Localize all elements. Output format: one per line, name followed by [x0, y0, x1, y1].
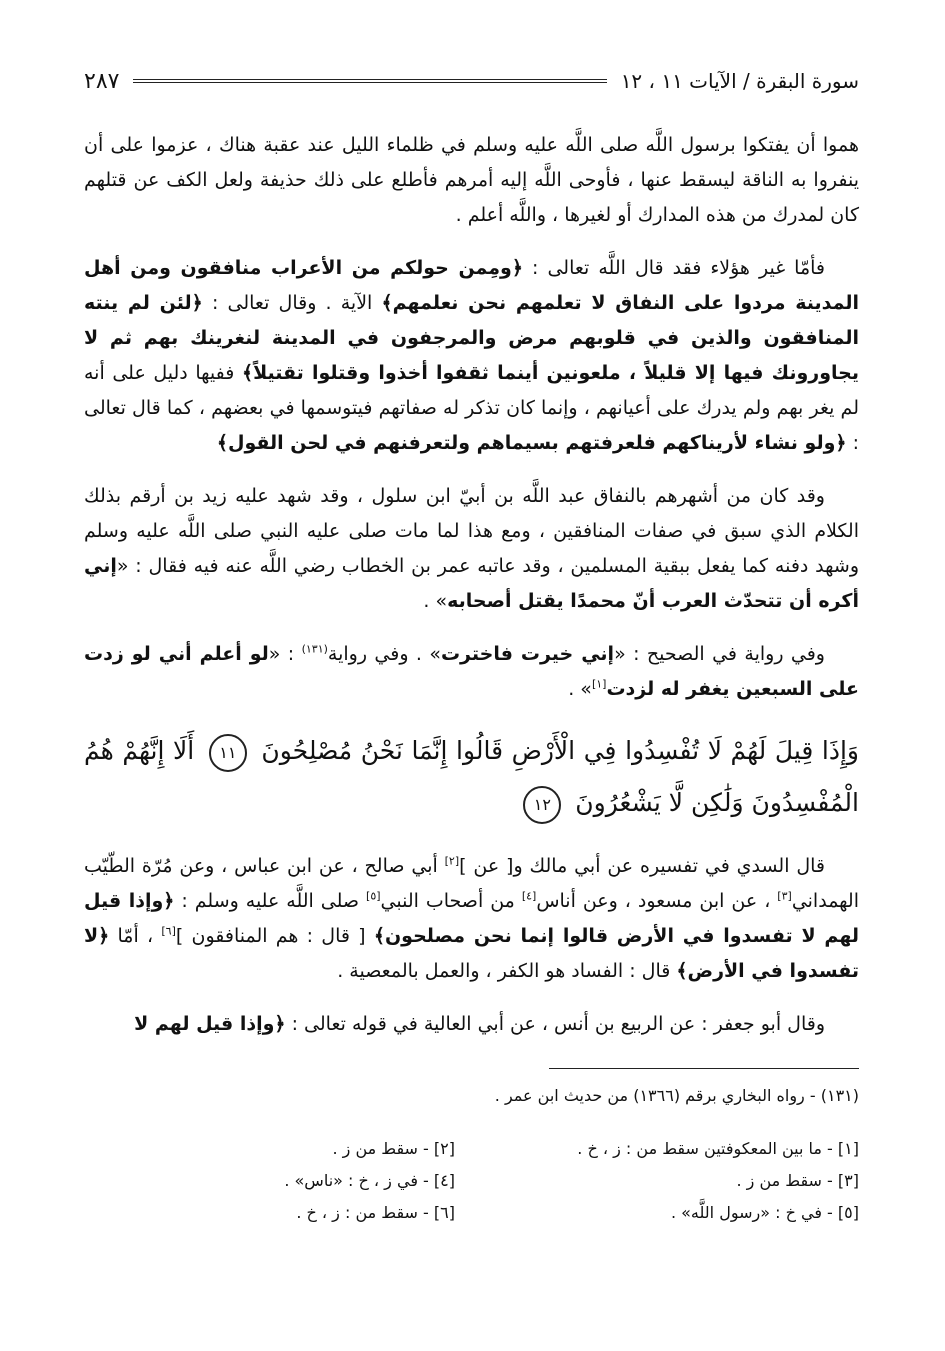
note-mark: [٦]	[161, 924, 176, 938]
quran-quote: ﴿وإذا قيل لهم لا تفسدوا في الأرض قالوا إنما نحن مصلحون﴾	[84, 890, 860, 947]
paragraph-6: وقال أبو جعفر : عن الربيع بن أنس ، عن أبي العالية في قوله تعالى : ﴿وإذا قيل لهم لا	[134, 1013, 825, 1035]
hadith-quote: إني أكره أن تتحدّث العرب أنّ محمدًا يقتل أصحابه	[84, 555, 859, 612]
quran-quote: ﴿وإذا قيل لهم لا	[134, 1013, 286, 1035]
verse-text: وَإِذَا قِيلَ لَهُمْ لَا تُفْسِدُوا فِي الْأَرْضِ قَالُوا إِنَّمَا نَحْنُ مُصْلِحُونَ	[261, 736, 859, 765]
hadith-quote: إني خيرت فاخترت	[440, 643, 615, 665]
footnote-item: [٢] - سقط من ز .	[332, 1139, 455, 1158]
note-mark: [١]	[591, 677, 607, 691]
quran-quote: ﴿ولو نشاء لأريناكهم فلعرفتهم بسيماهم ولتعرفنهم في لحن القول﴾	[216, 432, 847, 454]
footnote-item: [١] - ما بين المعكوفتين سقط من : ز ، خ .	[577, 1139, 859, 1158]
paragraph-1: هموا أن يفتكوا برسول اللَّه صلى اللَّه عليه وسلم في ظلماء الليل عند عقبة هناك ، عزموا على أن ينفروا به الناقة ليسقط عنها ، فأوحى اللَّه إليه أمرهم فأطلع على ذلك حذيفة ولعل الكف عن قتلهم كان لمدرك من هذه المدارك أو لغيرها ، واللَّه أعلم .	[84, 134, 859, 226]
paragraph-5: قال السدي في تفسيره عن أبي مالك و[ عن ][٢] أبي صالح ، عن ابن عباس ، وعن مُرّة الطّيّب الهمداني[٣] ، عن ابن مسعود ، وعن أناس[٤] من أصحاب النبي[٥] صلى اللَّه عليه وسلم : ﴿وإذا قيل لهم لا تفسدوا في الأرض قالوا إنما نحن مصلحون﴾ [ قال : هم المنافقون ][٦] ، أمّا ﴿لا تفسدوا في الأرض﴾ قال : الفساد هو الكفر ، والعمل بالمعصية .	[84, 854, 860, 982]
page-number: ٢٨٧	[84, 68, 120, 94]
quran-verse	[84, 725, 859, 829]
quran-quote: ﴿ومِمن حولكم من الأعراب منافقون ومن أهل المدينة مردوا على النفاق لا تعلمهم نحن نعلمهم﴾	[84, 257, 860, 314]
quran-quote: ﴿لئن لم ينته المنافقون والذين في قلوبهم مرض والمرجفون في المدينة لنغرينك بهم ثم لا يجاورونك فيها إلا قليلاً ، ملعونين أينما ثقفوا أخذوا وقتلوا تقتيلاً﴾	[84, 292, 859, 384]
footnote-item: [٤] - في ز ، خ : «ناس» .	[284, 1171, 455, 1190]
footnote-divider	[549, 1068, 859, 1069]
ayah-number-marker: ١٢	[523, 786, 561, 824]
editorial-footnotes	[84, 1133, 859, 1229]
body-text	[84, 128, 859, 1042]
footnote-hadith-source: (١٣١) - رواه البخاري برقم (١٣٦٦) من حديث ابن عمر .	[494, 1086, 859, 1105]
note-mark: [٥]	[366, 889, 381, 903]
verse-text: أَلَا إِنَّهُمْ هُمُ الْمُفْسِدُونَ وَلَٰكِن لَّا يَشْعُرُونَ	[84, 736, 859, 817]
page-header	[84, 62, 859, 100]
ayah-number-marker: ١١	[209, 734, 247, 772]
footnote-ref: (١٣١)	[301, 642, 328, 656]
note-mark: [٣]	[777, 889, 792, 903]
footnote-item: [٦] - سقط من : ز ، خ .	[296, 1203, 455, 1222]
footnote-item: [٣] - سقط من ز .	[736, 1171, 859, 1190]
note-mark: [٢]	[444, 854, 460, 868]
surah-title: سورة البقرة / الآيات ١١ ، ١٢	[620, 69, 859, 93]
paragraph-4: وفي رواية في الصحيح : «إني خيرت فاخترت» . وفي رواية$^{(١٣١)}$ : «لو أعلم أني لو زدت على السبعين يغفر له لزدت[١]» .	[84, 642, 859, 700]
header-rule	[133, 79, 606, 83]
quran-quote: ﴿لا تفسدوا في الأرض﴾	[84, 925, 859, 982]
note-mark: [٤]	[521, 889, 537, 903]
hadith-quote: لو أعلم أني لو زدت على السبعين يغفر له لزدت	[84, 643, 859, 700]
paragraph-3: وقد كان من أشهرهم بالنفاق عبد اللَّه بن أبيّ ابن سلول ، وقد شهد عليه زيد بن أرقم بذلك الكلام الذي سبق في صفات المنافقين ، ومع هذا لما مات صلى عليه النبي صلى اللَّه عليه وسلم وشهد دفنه كما يفعل ببقية المسلمين ، وقد عاتبه عمر بن الخطاب رضي اللَّه عنه فيه فقال : «إني أكره أن تتحدّث العرب أنّ محمدًا يقتل أصحابه» .	[84, 485, 859, 612]
paragraph-2: فأمّا غير هؤلاء فقد قال اللَّه تعالى : ﴿ومِمن حولكم من الأعراب منافقون ومن أهل المدينة مردوا على النفاق لا تعلمهم نحن نعلمهم﴾ الآية . وقال تعالى : ﴿لئن لم ينته المنافقون والذين في قلوبهم مرض والمرجفون في المدينة لنغرينك بهم ثم لا يجاورونك فيها إلا قليلاً ، ملعونين أينما ثقفوا أخذوا وقتلوا تقتيلاً﴾ ففيها دليل على أنه لم يغر بهم ولم يدرك على أعيانهم ، وإنما كان تذكر له صفاتهم فيتوسمها في بعضهم ، كما قال تعالى : ﴿ولو نشاء لأريناكهم فلعرفتهم بسيماهم ولتعرفنهم في لحن القول﴾	[84, 257, 860, 454]
footnote-item: [٥] - في خ : «رسول اللَّه» .	[670, 1203, 859, 1222]
